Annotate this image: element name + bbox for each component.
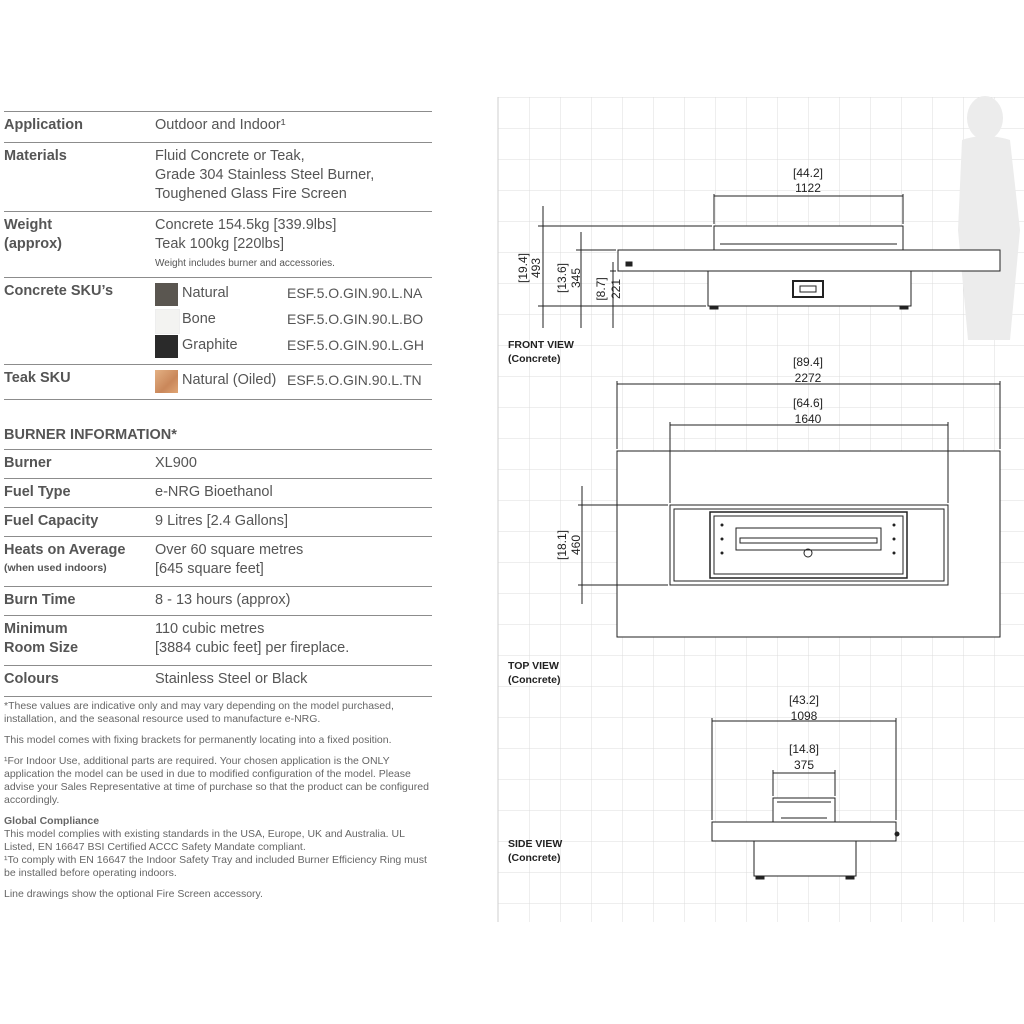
side-view-label bbox=[508, 837, 562, 865]
dim-top-inner-mm: 1640 bbox=[794, 412, 822, 426]
sku-name: Bone bbox=[182, 311, 216, 327]
room-size-label-1: Minimum bbox=[4, 621, 68, 637]
heats-line-1: Over 60 square metres bbox=[155, 542, 304, 558]
dim-front-width-in: [44.2] bbox=[792, 166, 824, 180]
room-size-label-2: Room Size bbox=[4, 640, 79, 656]
value-colours: Stainless Steel or Black bbox=[155, 671, 308, 687]
side-base bbox=[754, 841, 856, 876]
front-foot-left bbox=[710, 306, 718, 309]
front-base bbox=[708, 271, 911, 306]
side-bracket bbox=[895, 832, 899, 836]
weight-note: Weight includes burner and accessories. bbox=[155, 258, 335, 269]
materials-line-1: Fluid Concrete or Teak, bbox=[155, 148, 305, 164]
weight-line-2: Teak 100kg [220lbs] bbox=[155, 236, 284, 252]
room-size-line-1: 110 cubic metres bbox=[155, 621, 265, 637]
dim-side-inner-mm: 375 bbox=[793, 758, 815, 772]
top-view-sub: (Concrete) bbox=[508, 674, 561, 686]
dim-front-width-mm: 1122 bbox=[795, 181, 821, 195]
weight-label-1: Weight bbox=[4, 217, 53, 233]
sku-name: Graphite bbox=[182, 337, 238, 353]
materials-line-2: Grade 304 Stainless Steel Burner, bbox=[155, 167, 375, 183]
sku-code: ESF.5.O.GIN.90.L.NA bbox=[287, 285, 423, 301]
dim-top-total-mm: 2272 bbox=[794, 371, 822, 385]
side-foot-right bbox=[846, 876, 854, 879]
dim-front-mid-in: [13.6] bbox=[555, 262, 569, 294]
heats-line-2: [645 square feet] bbox=[155, 561, 264, 577]
sku-name: Natural (Oiled) bbox=[182, 372, 277, 388]
compliance-text: This model complies with existing standards in the USA, Europe, UK and Australia. UL Listed, EN 16647 BSI Certified ACCC Safety Mandate compliant. bbox=[4, 828, 405, 853]
weight-line-1: Concrete 154.5kg [339.9lbs] bbox=[155, 217, 337, 233]
front-view-label bbox=[508, 338, 574, 366]
label-teak-sku: Teak SKU bbox=[4, 370, 71, 386]
label-fuel-capacity: Fuel Capacity bbox=[4, 513, 99, 529]
dim-side-width-mm: 1098 bbox=[790, 709, 818, 723]
front-fire-screen bbox=[714, 226, 903, 250]
burner-heading: BURNER INFORMATION* bbox=[4, 427, 177, 443]
dim-top-depth-mm: 460 bbox=[569, 534, 583, 556]
side-view-title: SIDE VIEW bbox=[508, 838, 563, 850]
dim-top-depth-in: [18.1] bbox=[555, 529, 569, 561]
note-line-drawings: Line drawings show the optional Fire Screen accessory. bbox=[4, 888, 263, 900]
dim-front-low-mm: 221 bbox=[609, 278, 623, 300]
label-colours: Colours bbox=[4, 671, 59, 687]
label-concrete-sku: Concrete SKU’s bbox=[4, 283, 114, 299]
sku-code: ESF.5.O.GIN.90.L.BO bbox=[287, 311, 424, 327]
value-application: Outdoor and Indoor¹ bbox=[155, 117, 286, 133]
front-bracket bbox=[626, 262, 632, 266]
value-fuel-capacity: 9 Litres [2.4 Gallons] bbox=[155, 513, 288, 529]
dim-top-inner-in: [64.6] bbox=[792, 396, 824, 410]
dim-front-height-mm: 493 bbox=[529, 257, 543, 279]
front-view-title: FRONT VIEW bbox=[508, 339, 574, 351]
note-indoor-use: ¹For Indoor Use, additional parts are required. Your chosen application is the ONLY application the model can be used in due to modified configuration of the model. Please advise your Sales Representative at time of purchase so that the product can be configured accordingly. bbox=[4, 755, 429, 806]
heats-sublabel: (when used indoors) bbox=[4, 562, 107, 574]
note-brackets: This model comes with fixing brackets for permanently locating into a fixed position. bbox=[4, 734, 392, 746]
weight-label-2: (approx) bbox=[4, 236, 62, 252]
dim-front-height-in: [19.4] bbox=[516, 252, 530, 284]
front-view-sub: (Concrete) bbox=[508, 353, 561, 365]
dim-side-width-in: [43.2] bbox=[788, 693, 820, 707]
top-view-title: TOP VIEW bbox=[508, 660, 559, 672]
note-indicative: *These values are indicative only and may vary depending on the model purchased, installation, and the seasonal resource used to manufacture e-NRG. bbox=[4, 700, 394, 725]
label-burn-time: Burn Time bbox=[4, 592, 76, 608]
heats-label: Heats on Average bbox=[4, 542, 126, 558]
top-view-label bbox=[508, 659, 561, 687]
sku-code: ESF.5.O.GIN.90.L.TN bbox=[287, 372, 422, 388]
label-materials: Materials bbox=[4, 148, 67, 164]
front-foot-right bbox=[900, 306, 908, 309]
dim-top-total-in: [89.4] bbox=[792, 355, 824, 369]
materials-line-3: Toughened Glass Fire Screen bbox=[155, 186, 347, 202]
front-top-slab bbox=[618, 250, 1000, 271]
value-burner: XL900 bbox=[155, 455, 197, 471]
dim-side-inner-in: [14.8] bbox=[788, 742, 820, 756]
sku-name: Natural bbox=[182, 285, 229, 301]
side-foot-left bbox=[756, 876, 764, 879]
side-top-slab bbox=[712, 822, 896, 841]
dim-front-mid-mm: 345 bbox=[569, 267, 583, 289]
value-burn-time: 8 - 13 hours (approx) bbox=[155, 592, 291, 608]
value-fuel-type: e-NRG Bioethanol bbox=[155, 484, 273, 500]
room-size-line-2: [3884 cubic feet] per fireplace. bbox=[155, 640, 350, 656]
label-application: Application bbox=[4, 117, 83, 133]
side-view-sub: (Concrete) bbox=[508, 852, 561, 864]
compliance-title: Global Compliance bbox=[4, 815, 100, 827]
dim-front-low-in: [8.7] bbox=[594, 277, 608, 301]
sku-code: ESF.5.O.GIN.90.L.GH bbox=[287, 337, 424, 353]
label-burner: Burner bbox=[4, 455, 52, 471]
compliance-note: ¹To comply with EN 16647 the Indoor Safety Tray and included Burner Efficiency Ring must be installed before operating indoors. bbox=[4, 854, 427, 879]
label-fuel-type: Fuel Type bbox=[4, 484, 71, 500]
